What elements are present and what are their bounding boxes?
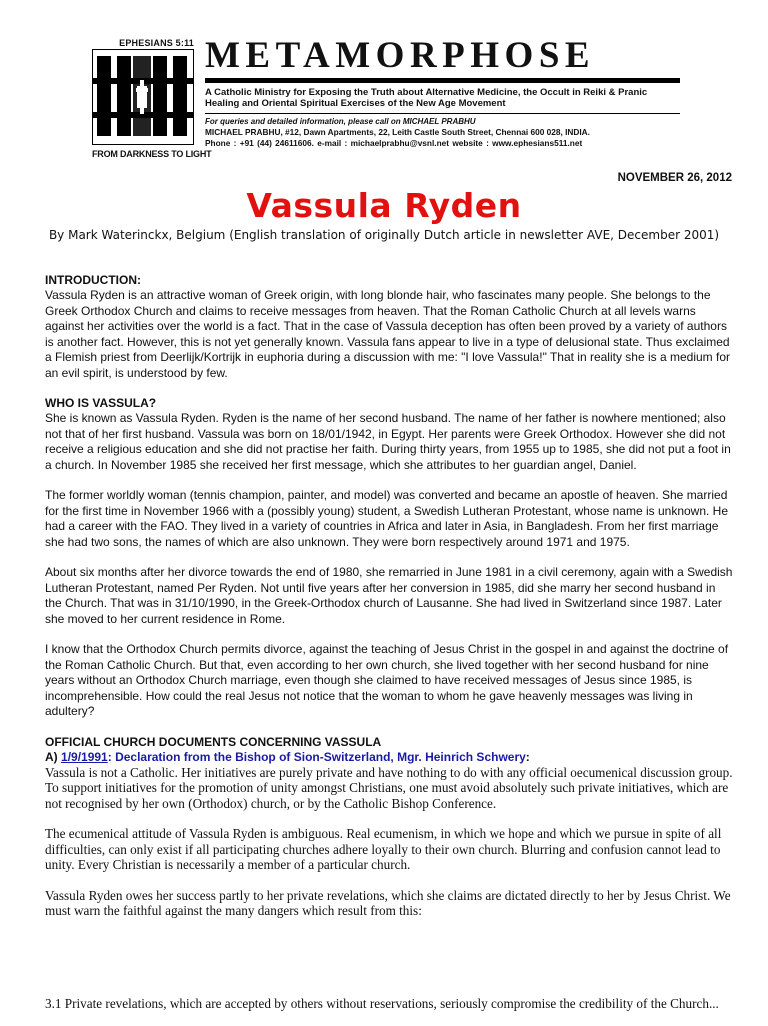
paragraph-introduction: Vassula Ryden is an attractive woman of Greek origin, with long blonde hair, who fascinates many people. She belongs to the Greek Orthodox Church and claims to receive messages from heaven. That the Roman Catholic Church at all levels warns against her activities over the world is a fact. That in the case of Vassula deception has often been proved by a variety of authors is another fact. However, this is not yet generally known. Vassula fans appear to live in a type of delusional state. Thus exclaimed a Flemish priest from Deerlijk/Kortrijk in euphoria during a discussion with me: "I love Vassula!" That in reality she is a medium for an evil spirit, is understood by few. (45, 288, 731, 380)
section-heading-documents: OFFICIAL CHURCH DOCUMENTS CONCERNING VASSULA (45, 734, 382, 749)
paragraph-docs-2: The ecumenical attitude of Vassula Ryden is ambiguous. Real ecumenism, in which we hope and which we pursue in spite of all difficulties, can only exist if all participating churches adhere loyally to their own church. Blurring and confusion cannot lead to unity. Every Christian is necessarily a member of a particular church. (45, 826, 722, 872)
masthead-address: MICHAEL PRABHU, #12, Dawn Apartments, 22, Leith Castle South Street, Chennai 600 028, INDIA. (205, 127, 590, 137)
paragraph-who-4: I know that the Orthodox Church permits divorce, against the teaching of Jesus Christ in the gospel in and against the doctrine of the Roman Catholic Church. But that, even according to her own church, she lived together with her second husband for nine years without an Orthodox Church marriage, even though she claimed to have received messages of Jesus since 1985, is incomprehensible. How could the real Jesus not notice that the woman to whom he gave heavenly messages was living in adultery? (45, 642, 729, 718)
newsletter-title: METAMORPHOSE (205, 35, 596, 76)
prison-window-icon (92, 49, 194, 145)
document-a-date (61, 750, 108, 764)
article-body (45, 273, 735, 1026)
spacer (45, 934, 735, 996)
paragraph-docs-4: 3.1 Private revelations, which are accepted by others without reservations, seriously compromise the credibility of the Church... (45, 995, 719, 1011)
logo-motto: FROM DARKNESS TO LIGHT (92, 149, 212, 159)
section-heading-introduction: INTRODUCTION: (45, 273, 141, 287)
masthead-queries: For queries and detailed information, please call on MICHAEL PRABHU (205, 117, 476, 126)
logo-verse: EPHESIANS 5:11 (119, 38, 194, 48)
masthead-divider (205, 78, 680, 83)
document-a-colon: : (525, 749, 530, 764)
article-title: Vassula Ryden (246, 186, 522, 225)
masthead-contact: Phone : +91 (44) 24611606. e-mail : michaelprabhu@vsnl.net website : www.ephesians511.net (205, 138, 583, 148)
document-a-heading (45, 750, 735, 765)
paragraph-who-2: The former worldly woman (tennis champion, painter, and model) was converted and became an apostle of heaven. She married for the first time in November 1966 with a (possibly young) student, a Swedish Lutheran Protestant, whose name is unknown. He had a career with the FAO. They lived in a variety of countries in Africa and later in Asia, in Bangladesh. From her first marriage she had two sons, the names of which are also unknown. They were born respectively around 1971 and 1975. (45, 488, 729, 549)
paragraph-docs-3: Vassula Ryden owes her success partly to her private revelations, which she claims are dictated directly to her by Jesus Christ. We must warn the faithful against the many dangers which result from this: (45, 887, 731, 918)
paragraph-who-3: About six months after her divorce towards the end of 1980, she remarried in June 1981 in a civil ceremony, again with a Swedish Lutheran Protestant, named Per Ryden. Not until five years after her conversion in 1985, did she marry her second husband in the Church. That was in 31/10/1990, in the Greek-Orthodox church of Lausanne. She had lived in Switzerland since 1987. Later she moved to her current residence in Rome. (45, 565, 733, 626)
paragraph-who-1: She is known as Vassula Ryden. Ryden is the name of her second husband. The name of her father is nowhere mentioned; also not that of her first husband. Vassula was born on 18/01/1942, in Egypt. Her parents were Greek Orthodox. However she did not receive a religious education and she did not practise her faith. During thirty years, from 1955 up to 1985, she did not put a foot in a church. In November 1985 she received her first message, which she attributes to her guardian angel, Daniel. (45, 411, 731, 472)
masthead (205, 35, 680, 148)
masthead-divider-thin (205, 113, 680, 114)
ministry-logo (92, 38, 212, 159)
issue-date: NOVEMBER 26, 2012 (617, 172, 732, 184)
masthead-tagline: A Catholic Ministry for Exposing the Truth about Alternative Medicine, the Occult in Reiki & Pranic Healing and Oriental Spiritual Exercises of the New Age Movement (205, 87, 648, 109)
paragraph-docs-1: Vassula is not a Catholic. Her initiatives are purely private and have nothing to do with any official oecumenical discussion group. To support initiatives for the promotion of unity amongst Christians, one must avoid absolutely such private initiatives, which are not recognised by her own (Orthodox) church, or by the Catholic Bishop Conference. (45, 764, 733, 811)
section-heading-who: WHO IS VASSULA? (45, 396, 157, 410)
document-a-date-link: 1/9/1991 (61, 749, 108, 764)
document-a-title: : Declaration from the Bishop of Sion-Switzerland, Mgr. Heinrich Schwery (107, 749, 526, 764)
document-a-label: A) (45, 749, 58, 764)
article-byline: By Mark Waterinckx, Belgium (English translation of originally Dutch article in newsletter AVE, December 2001) (48, 228, 720, 242)
